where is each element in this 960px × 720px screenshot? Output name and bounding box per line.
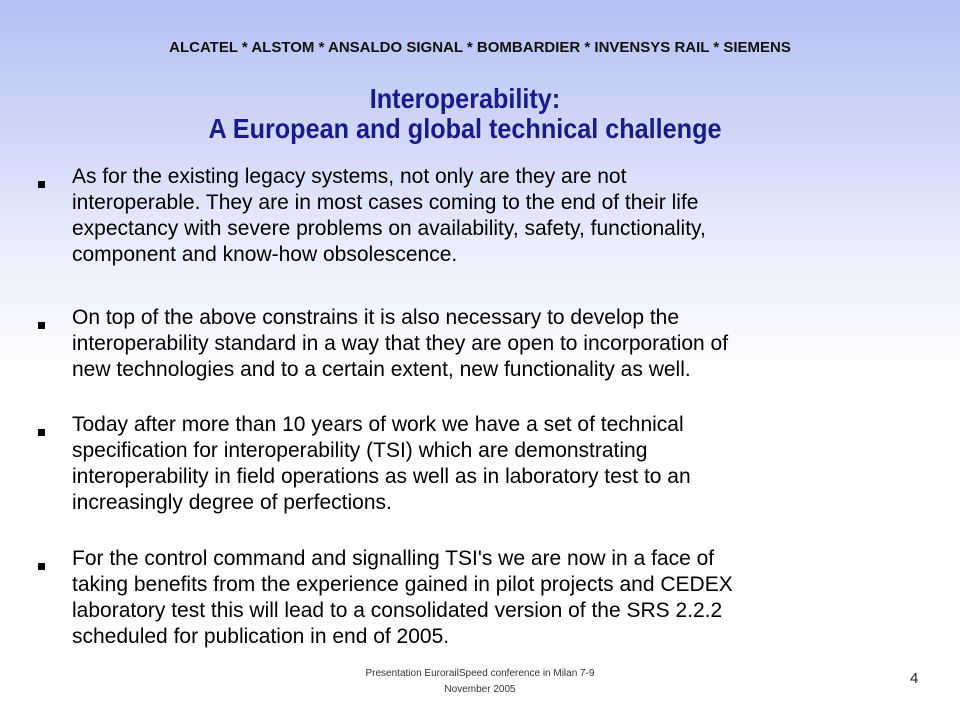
- square-bullet-icon: [38, 563, 45, 570]
- bullet-line: scheduled for publication in end of 2005.: [72, 625, 450, 648]
- bullet-text: [72, 412, 912, 516]
- slide-title: [47, 84, 884, 144]
- bullet-line: laboratory test this will lead to a consolidated version of the SRS 2.2.2: [72, 599, 723, 622]
- square-bullet-icon: [38, 429, 45, 436]
- bullet-line: component and know-how obsolescence.: [72, 243, 458, 266]
- bullet-line: taking benefits from the experience gained in pilot projects and CEDEX: [72, 573, 733, 596]
- square-bullet-icon: [38, 322, 45, 329]
- page-number: 4: [910, 670, 919, 687]
- footer-caption: [0, 666, 960, 698]
- slide-title-line-1: Interoperability:: [369, 83, 561, 114]
- footer-line-1: Presentation EurorailSpeed conference in Milan 7-9: [365, 668, 595, 679]
- bullet-line: interoperable. They are in most cases coming to the end of their life: [72, 191, 699, 214]
- bullet-text: [72, 546, 912, 650]
- company-header: ALCATEL * ALSTOM * ANSALDO SIGNAL * BOMBARDIER * INVENSYS RAIL * SIEMENS: [169, 39, 791, 56]
- bullet-line: specification for interoperability (TSI) which are demonstrating: [72, 439, 648, 462]
- bullet-line: interoperability in field operations as well as in laboratory test to an: [72, 465, 691, 488]
- bullet-line: As for the existing legacy systems, not only are they are not: [72, 165, 627, 188]
- bullet-line: For the control command and signalling TSI's we are now in a face of: [72, 547, 715, 570]
- bullet-line: On top of the above constrains it is also necessary to develop the: [72, 306, 680, 329]
- bullet-text: [72, 164, 912, 268]
- bullet-line: new technologies and to a certain extent, new functionality as well.: [72, 358, 691, 381]
- bullet-line: Today after more than 10 years of work we have a set of technical: [72, 413, 684, 436]
- bullet-line: interoperability standard in a way that they are open to incorporation of: [72, 332, 729, 355]
- bullet-line: expectancy with severe problems on availability, safety, functionality,: [72, 217, 706, 240]
- slide-title-line-2: A European and global technical challenge: [208, 113, 722, 144]
- footer-line-2: November 2005: [444, 684, 516, 695]
- bullet-line: increasingly degree of perfections.: [72, 491, 392, 514]
- square-bullet-icon: [38, 181, 45, 188]
- bullet-text: [72, 305, 912, 383]
